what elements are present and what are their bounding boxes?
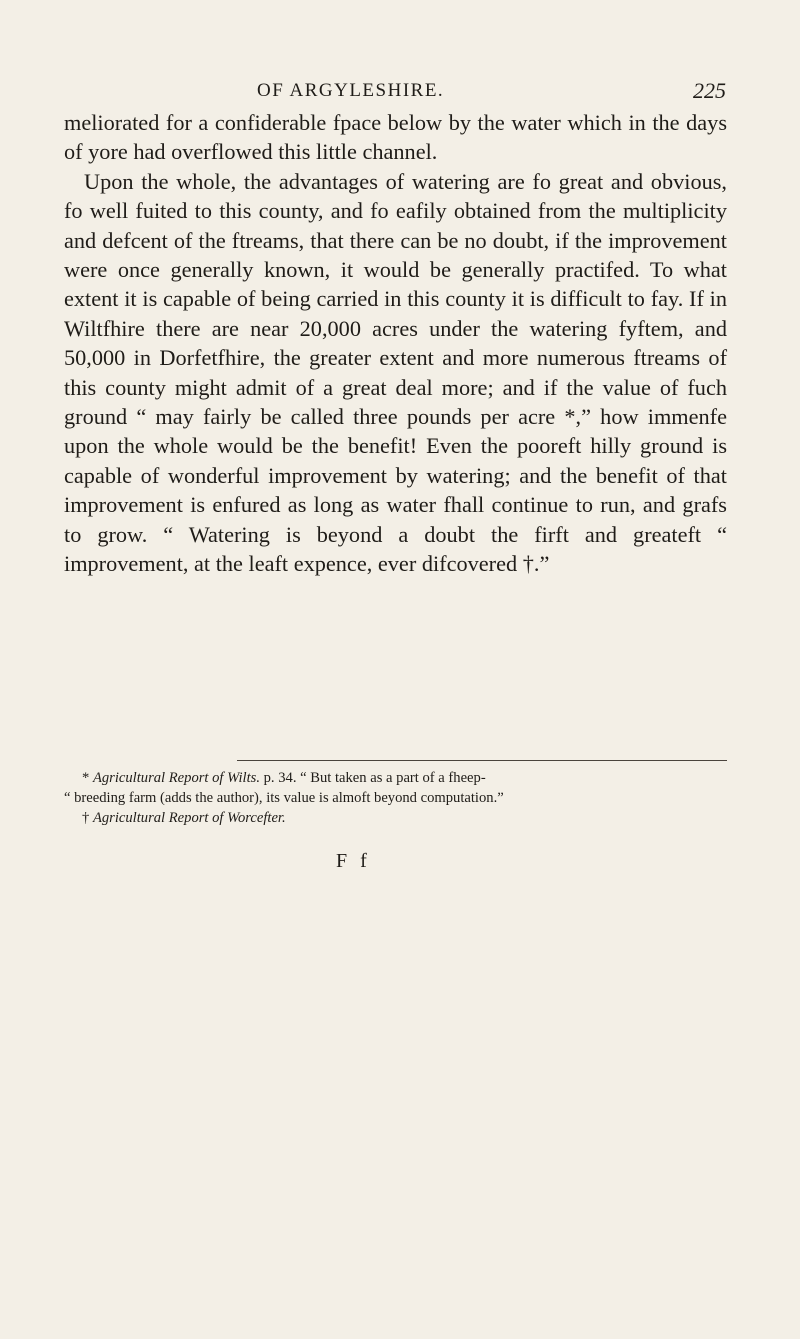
footnote-1-text: p. 34. “ But taken as a part of a fheep- — [263, 770, 486, 786]
page-number: 225 — [693, 78, 726, 103]
footnote-2 — [64, 808, 728, 828]
paragraph-2: Upon the whole, the advantages of watering are fo great and obvious, fo well fuited to this county, and fo eafily obtained from the multiplicity and defcent of the ftreams, that there can be no doubt, if the improvement were once generally known, it would be generally practifed. To what extent it is capable of being carried in this county it is difficult to fay. If in Wiltfhire there are near 20,000 acres under the watering fyftem, and 50,000 in Dorfetfhire, the greater extent and more numerous ftreams of this county might admit of a great deal more; and if the value of fuch ground “ may fairly be called three pounds per acre *,” how immenfe upon the whole would be the benefit! Even the pooreft hilly ground is capable of wonderful improvement by watering; and the benefit of that improvement is enfured as long as water fhall continue to run, and grafs to grow. “ Watering is beyond a doubt the firft and greateft “ improvement, at the leaft expence, ever difcovered †.” — [64, 168, 727, 577]
footnote-1-title: Agricultural Report of Wilts. — [92, 770, 260, 786]
signature-mark: F f — [336, 850, 371, 872]
footnote-2-marker: † — [82, 810, 90, 826]
main-text — [64, 108, 727, 579]
footnote-1-continuation: “ breeding farm (adds the author), its value is almoft beyond computation.” — [64, 790, 504, 806]
paragraph-1: meliorated for a confiderable fpace below by the water which in the days of yore had overflowed this little channel. — [64, 110, 727, 165]
footnote-1-marker: * — [82, 770, 90, 786]
running-title: OF ARGYLESHIRE. — [257, 80, 445, 101]
footnote-divider — [237, 760, 727, 761]
footnote-1 — [64, 768, 728, 788]
page-header — [62, 80, 738, 110]
footnote-2-title: Agricultural Report of Worcefter. — [92, 810, 286, 826]
footnotes — [64, 768, 728, 828]
